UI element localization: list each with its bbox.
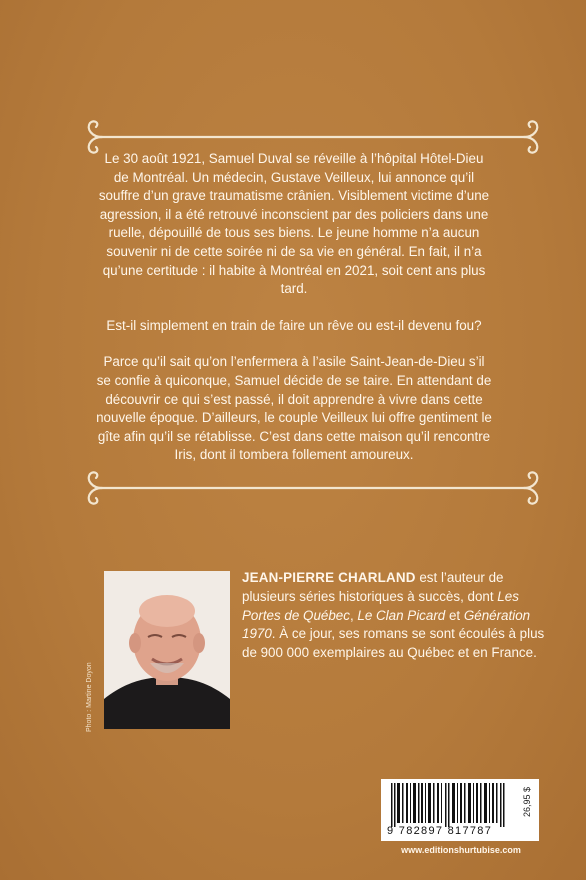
bio-separator: , [349, 607, 358, 623]
blurb-paragraph: Est-il simplement en train de faire un rêve ou est-il devenu fou? [106, 317, 482, 333]
author-portrait-icon [104, 571, 230, 729]
series-title: Les Portes de Québec [242, 588, 519, 623]
barcode-bars-icon [387, 783, 519, 829]
isbn-digits: 9 782897 817787 [387, 825, 493, 837]
ornament-divider-bottom [80, 468, 546, 508]
bio-separator: et [445, 607, 464, 623]
bio-text: est l’auteur de plusieurs séries historiques à succès, dont [242, 570, 504, 604]
author-photo [104, 571, 230, 729]
publisher-website: www.editionshurtubise.com [401, 845, 521, 855]
series-title: Le Clan Picard [357, 607, 446, 623]
blurb-paragraph: Parce qu’il sait qu’on l’enfermera à l’asile Saint-Jean-de-Dieu s’il se confie à quiconque, Samuel décide de se taire. En attendant de découvrir ce qui s’est passé, il doit apprendre à vivre dans cette nouvelle époque. D’ailleurs, le couple Veilleux lui offre gentiment le gîte afin qu’il se rétablisse. C’est dans cette maison qu’il rencontre Iris, dont il tombera follement amoureux. [96, 354, 492, 463]
photo-credit: Photo : Martine Doyon [86, 662, 93, 732]
back-cover-blurb [96, 150, 492, 483]
blurb-paragraph: Le 30 août 1921, Samuel Duval se réveille à l’hôpital Hôtel-Dieu de Montréal. Un médecin, Gustave Veilleux, lui annonce qu’il souffre d’un grave traumatisme crânien. Visiblement victime d’une agression, il a été retrouvé inconscient par des policiers dans une ruelle, dépouillé de tous ses biens. Le jeune homme n’a aucun souvenir ni de cette soirée ni de sa vie en général. En fait, il n’a qu’une certitude : il habite à Montréal en 2021, soit cent ans plus tard. [98, 151, 490, 297]
bio-text: . À ce jour, ses romans se sont écoulés à plus de 900 000 exemplaires au Québec et en France. [242, 626, 545, 661]
author-bio [242, 569, 560, 663]
author-name: JEAN-PIERRE CHARLAND [242, 570, 416, 585]
isbn-barcode [381, 779, 539, 841]
price-label: 26,95 $ [522, 786, 532, 817]
series-title: Génération 1970 [242, 607, 531, 642]
